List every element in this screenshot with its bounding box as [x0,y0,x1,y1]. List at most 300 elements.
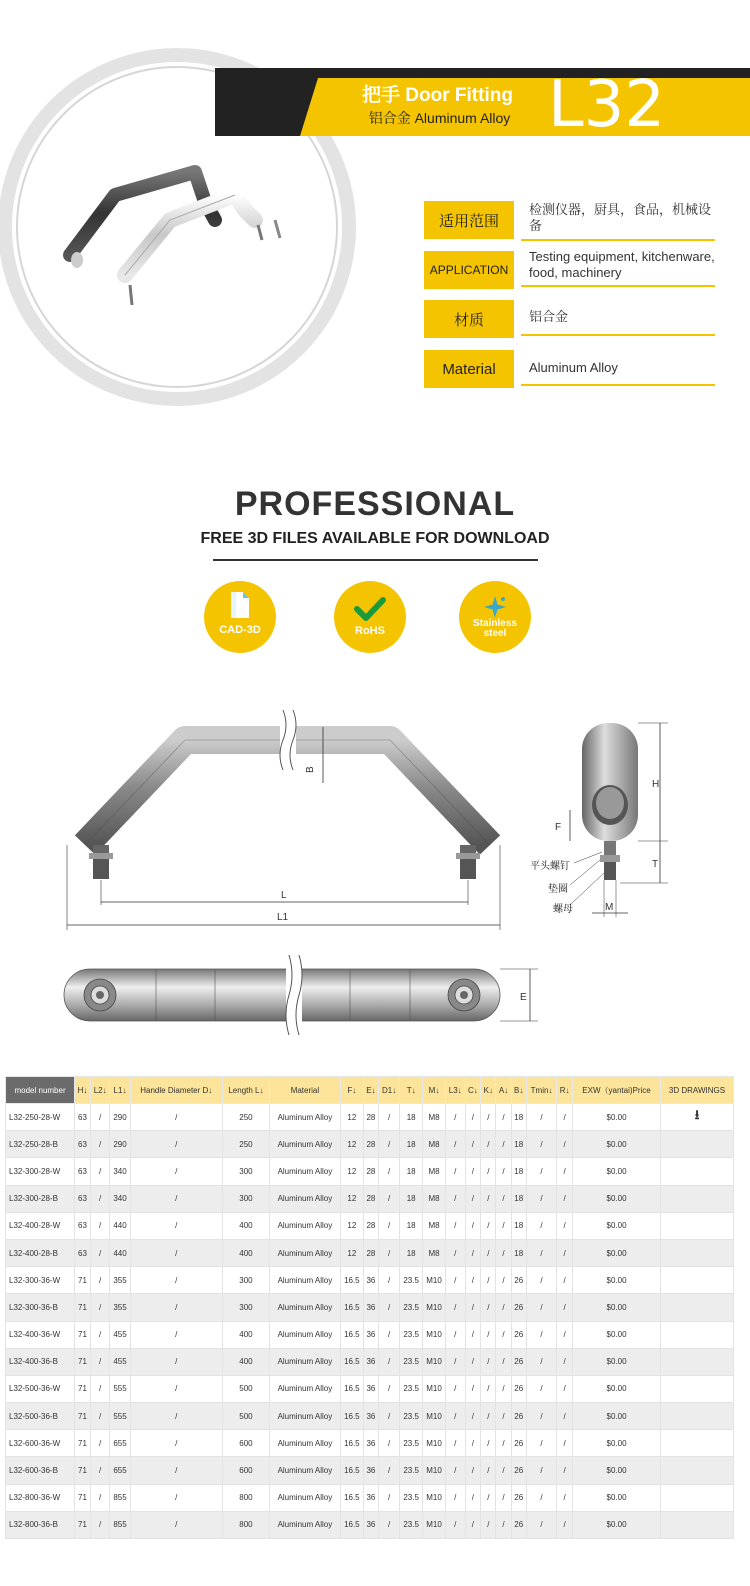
spec-underline [521,334,715,336]
table-cell: $0.00 [573,1321,661,1348]
table-cell: / [557,1104,573,1131]
table-cell: 16.5 [340,1511,363,1538]
drawings-cell [661,1267,734,1294]
table-cell: 71 [75,1267,91,1294]
table-cell: / [496,1484,511,1511]
dimension-t: T [652,859,659,870]
table-cell: / [465,1158,481,1185]
column-header[interactable]: L3↓ [445,1077,465,1104]
table-cell: M10 [423,1430,446,1457]
table-cell: 26 [511,1484,526,1511]
table-cell: / [557,1212,573,1239]
table-cell: / [90,1267,110,1294]
table-cell: 290 [110,1104,130,1131]
table-cell: 250 [222,1131,269,1158]
label-washer: 垫圈 [548,884,568,895]
model-number-cell: L32-500-36-W [6,1375,75,1402]
table-cell: / [496,1131,511,1158]
table-cell: 12 [340,1158,363,1185]
table-cell: / [526,1239,557,1266]
column-header[interactable]: 3D DRAWINGS [661,1077,734,1104]
table-row [6,1348,734,1375]
model-number-cell: L32-600-36-W [6,1430,75,1457]
table-cell: 440 [110,1212,130,1239]
table-cell: 23.5 [400,1267,423,1294]
product-title: 把手 Door Fitting [362,85,513,106]
table-cell: / [496,1403,511,1430]
table-cell: / [496,1267,511,1294]
table-cell: / [526,1457,557,1484]
table-cell: / [465,1294,481,1321]
spec-underline [521,285,715,287]
table-cell: 36 [363,1348,378,1375]
table-cell: $0.00 [573,1375,661,1402]
table-cell: 555 [110,1375,130,1402]
table-cell: / [378,1348,399,1375]
table-cell: / [90,1375,110,1402]
table-cell: $0.00 [573,1403,661,1430]
table-cell: 71 [75,1348,91,1375]
table-cell: 16.5 [340,1294,363,1321]
table-cell: / [378,1267,399,1294]
table-cell: / [378,1375,399,1402]
column-header[interactable]: A↓ [496,1077,511,1104]
table-cell: 12 [340,1131,363,1158]
dimension-b: B [305,766,316,773]
table-cell: 290 [110,1131,130,1158]
table-cell: / [465,1457,481,1484]
table-cell: / [90,1212,110,1239]
table-row [6,1403,734,1430]
table-cell: / [378,1511,399,1538]
table-cell: / [378,1430,399,1457]
table-cell: / [526,1185,557,1212]
table-cell: 36 [363,1403,378,1430]
drawings-cell [661,1457,734,1484]
table-cell: / [378,1457,399,1484]
table-cell: 18 [400,1185,423,1212]
table-cell: 655 [110,1457,130,1484]
spec-label: 适用范围 [424,201,514,239]
table-cell: 300 [222,1158,269,1185]
table-cell: / [481,1267,496,1294]
column-header[interactable]: Tmin↓ [526,1077,557,1104]
table-cell: Aluminum Alloy [269,1158,340,1185]
drawings-cell [661,1430,734,1457]
table-cell: / [378,1131,399,1158]
table-cell: Aluminum Alloy [269,1185,340,1212]
model-number-cell: L32-400-36-W [6,1321,75,1348]
table-cell: / [465,1375,481,1402]
table-cell: Aluminum Alloy [269,1267,340,1294]
table-cell: / [496,1511,511,1538]
model-number-cell: L32-400-28-B [6,1239,75,1266]
table-cell: / [130,1375,222,1402]
table-cell: / [445,1321,465,1348]
table-cell: 455 [110,1348,130,1375]
table-cell: 555 [110,1403,130,1430]
table-cell: / [557,1131,573,1158]
table-cell: M10 [423,1511,446,1538]
table-cell: / [465,1511,481,1538]
table-cell: 71 [75,1484,91,1511]
table-cell: 18 [511,1212,526,1239]
table-cell: / [557,1375,573,1402]
table-cell: / [526,1267,557,1294]
table-cell: / [481,1294,496,1321]
column-header[interactable]: L2↓ [90,1077,110,1104]
table-cell: Aluminum Alloy [269,1348,340,1375]
column-header[interactable]: R↓ [557,1077,573,1104]
table-row [6,1375,734,1402]
table-cell: M10 [423,1294,446,1321]
table-cell: / [445,1403,465,1430]
column-header[interactable]: K↓ [481,1077,496,1104]
table-cell: / [445,1430,465,1457]
model-number-cell: L32-250-28-W [6,1104,75,1131]
badge-rohs [334,581,406,653]
table-cell: 400 [222,1321,269,1348]
table-cell: / [465,1321,481,1348]
model-code: L32 [548,68,666,142]
column-header[interactable]: Material [269,1077,340,1104]
table-cell: 36 [363,1321,378,1348]
table-cell: / [496,1158,511,1185]
table-cell: M10 [423,1484,446,1511]
table-row [6,1267,734,1294]
table-cell: $0.00 [573,1484,661,1511]
table-cell: / [526,1321,557,1348]
table-cell: / [378,1104,399,1131]
table-cell: 16.5 [340,1484,363,1511]
table-cell: / [496,1104,511,1131]
table-cell: 26 [511,1294,526,1321]
table-cell: / [481,1375,496,1402]
model-number-cell: L32-800-36-B [6,1511,75,1538]
table-cell: 23.5 [400,1375,423,1402]
table-cell: / [481,1158,496,1185]
table-cell: 63 [75,1104,91,1131]
table-cell: / [481,1104,496,1131]
table-cell: / [481,1212,496,1239]
dimension-m: M [605,902,614,913]
table-cell: / [465,1212,481,1239]
column-header[interactable]: Handle Diameter D↓ [130,1077,222,1104]
table-cell: / [90,1511,110,1538]
table-cell: 23.5 [400,1348,423,1375]
table-cell: / [465,1239,481,1266]
table-cell: 71 [75,1375,91,1402]
drawings-cell [661,1239,734,1266]
table-cell: 355 [110,1294,130,1321]
column-header[interactable]: B↓ [511,1077,526,1104]
table-cell: 18 [511,1185,526,1212]
table-cell: / [130,1185,222,1212]
spec-value: 检测仪器，厨具，食品，机械设备 [529,202,712,233]
table-cell: / [130,1239,222,1266]
table-cell: / [557,1511,573,1538]
column-header[interactable]: T↓ [400,1077,423,1104]
table-cell: / [496,1294,511,1321]
table-cell: / [90,1484,110,1511]
table-cell: 16.5 [340,1348,363,1375]
table-cell: / [378,1212,399,1239]
table-cell: M8 [423,1131,446,1158]
drawings-cell [661,1212,734,1239]
table-cell: / [445,1131,465,1158]
table-cell: M8 [423,1212,446,1239]
table-cell: / [378,1185,399,1212]
table-cell: 500 [222,1403,269,1430]
table-cell: / [445,1185,465,1212]
table-cell: / [445,1511,465,1538]
table-row [6,1511,734,1538]
model-number-cell: L32-400-28-W [6,1212,75,1239]
table-cell: 23.5 [400,1294,423,1321]
table-cell: / [90,1430,110,1457]
table-row [6,1484,734,1511]
table-cell: / [481,1430,496,1457]
drawings-cell [661,1321,734,1348]
model-number-cell: L32-300-36-B [6,1294,75,1321]
table-cell: / [496,1457,511,1484]
professional-heading: PROFESSIONAL [234,485,516,523]
table-cell: / [90,1321,110,1348]
table-cell: / [130,1267,222,1294]
table-cell: / [526,1430,557,1457]
table-cell: 36 [363,1484,378,1511]
table-cell: / [130,1403,222,1430]
table-cell: M8 [423,1185,446,1212]
table-cell: / [557,1158,573,1185]
column-header[interactable]: H↓ [75,1077,91,1104]
column-header[interactable]: M↓ [423,1077,446,1104]
spec-underline [521,239,715,241]
column-header[interactable]: L1↓ [110,1077,130,1104]
column-header[interactable]: E↓ [363,1077,378,1104]
label-flat-screw: 平头螺钉 [530,861,570,872]
table-cell: 12 [340,1212,363,1239]
table-cell: / [130,1511,222,1538]
divider [213,559,538,561]
table-cell: $0.00 [573,1131,661,1158]
table-cell: 36 [363,1511,378,1538]
table-cell: 18 [400,1131,423,1158]
spec-value: 铝合金 [529,309,569,324]
table-cell: / [496,1212,511,1239]
column-header[interactable]: EXW（yantai)Price [573,1077,661,1104]
drawings-cell [661,1484,734,1511]
table-cell: Aluminum Alloy [269,1321,340,1348]
table-cell: M10 [423,1457,446,1484]
column-header[interactable]: Length L↓ [222,1077,269,1104]
table-cell: 16.5 [340,1430,363,1457]
table-cell: Aluminum Alloy [269,1457,340,1484]
spec-label: 材质 [424,300,514,338]
table-row [6,1321,734,1348]
badge-cad-3d [204,581,276,653]
table-cell: / [90,1294,110,1321]
sparkle-icon [483,593,507,621]
table-cell: / [481,1484,496,1511]
table-cell: 71 [75,1457,91,1484]
table-cell: $0.00 [573,1348,661,1375]
table-cell: $0.00 [573,1267,661,1294]
table-row [6,1131,734,1158]
dimension-l: L [281,890,287,901]
table-cell: / [130,1348,222,1375]
table-cell: $0.00 [573,1511,661,1538]
table-cell: M8 [423,1104,446,1131]
table-cell: 36 [363,1375,378,1402]
model-number-cell: L32-250-28-B [6,1131,75,1158]
table-cell: 300 [222,1267,269,1294]
table-cell: / [130,1158,222,1185]
table-cell: / [378,1158,399,1185]
table-cell: / [90,1403,110,1430]
table-cell: / [557,1185,573,1212]
table-cell: / [445,1484,465,1511]
table-body [6,1104,734,1539]
table-cell: / [481,1185,496,1212]
table-cell: / [378,1294,399,1321]
table-cell: / [90,1104,110,1131]
table-cell: / [378,1403,399,1430]
table-cell: Aluminum Alloy [269,1403,340,1430]
table-cell: 16.5 [340,1403,363,1430]
table-cell: $0.00 [573,1212,661,1239]
table-cell: 18 [400,1212,423,1239]
table-cell: M8 [423,1239,446,1266]
table-cell: / [496,1239,511,1266]
table-cell: / [378,1321,399,1348]
table-cell: M10 [423,1321,446,1348]
table-cell: M10 [423,1348,446,1375]
model-number-cell: L32-500-36-B [6,1403,75,1430]
table-cell: / [526,1212,557,1239]
table-cell: M10 [423,1375,446,1402]
table-row [6,1185,734,1212]
table-cell: / [496,1348,511,1375]
drawings-cell [661,1131,734,1158]
table-cell: / [445,1457,465,1484]
table-cell: / [445,1375,465,1402]
table-cell: / [557,1348,573,1375]
table-cell: / [130,1484,222,1511]
table-cell: 26 [511,1348,526,1375]
column-header[interactable]: D1↓ [378,1077,399,1104]
technical-drawing-front [55,705,515,935]
table-cell: 71 [75,1403,91,1430]
drawings-cell [661,1294,734,1321]
table-cell: 440 [110,1239,130,1266]
table-cell: / [526,1348,557,1375]
table-cell: 355 [110,1267,130,1294]
table-cell: 63 [75,1131,91,1158]
table-cell: 340 [110,1158,130,1185]
table-cell: / [557,1403,573,1430]
table-cell: 400 [222,1239,269,1266]
table-cell: $0.00 [573,1158,661,1185]
table-cell: 16.5 [340,1457,363,1484]
table-cell: / [557,1239,573,1266]
table-row [6,1294,734,1321]
product-subtitle: 铝合金 Aluminum Alloy [353,107,526,129]
table-cell: Aluminum Alloy [269,1484,340,1511]
table-cell: 18 [511,1104,526,1131]
table-cell: / [90,1457,110,1484]
table-cell: 71 [75,1430,91,1457]
table-cell: $0.00 [573,1104,661,1131]
column-header[interactable]: model number [6,1077,75,1104]
table-cell: / [557,1484,573,1511]
table-cell: 400 [222,1212,269,1239]
table-cell: / [526,1158,557,1185]
model-number-cell: L32-400-36-B [6,1348,75,1375]
table-cell: $0.00 [573,1430,661,1457]
table-cell: / [445,1267,465,1294]
table-cell: / [557,1267,573,1294]
table-cell: 18 [511,1158,526,1185]
table-cell: 28 [363,1158,378,1185]
table-cell: / [557,1294,573,1321]
table-row [6,1104,734,1131]
table-row [6,1158,734,1185]
table-cell: 23.5 [400,1321,423,1348]
table-cell: 26 [511,1267,526,1294]
table-cell: 855 [110,1484,130,1511]
table-cell: 23.5 [400,1511,423,1538]
table-cell: / [526,1294,557,1321]
table-row [6,1457,734,1484]
table-cell: / [496,1321,511,1348]
dimension-h: H [652,779,660,790]
table-header-row [6,1077,734,1104]
drawings-cell [661,1104,734,1131]
table-cell: 18 [400,1239,423,1266]
table-cell: $0.00 [573,1185,661,1212]
table-cell: $0.00 [573,1239,661,1266]
table-cell: / [526,1131,557,1158]
drawings-cell [661,1375,734,1402]
table-cell: / [445,1294,465,1321]
table-cell: 26 [511,1321,526,1348]
table-cell: Aluminum Alloy [269,1212,340,1239]
table-cell: 12 [340,1104,363,1131]
table-cell: M10 [423,1403,446,1430]
table-cell: 23.5 [400,1484,423,1511]
column-header[interactable]: C↓ [465,1077,481,1104]
table-cell: / [526,1511,557,1538]
table-cell: 26 [511,1511,526,1538]
table-cell: / [557,1430,573,1457]
table-cell: 250 [222,1104,269,1131]
label-nut: 螺母 [553,904,573,915]
download-icon[interactable]: ⭳ [694,1107,700,1123]
table-cell: / [465,1104,481,1131]
spec-underline [521,384,715,386]
table-cell: $0.00 [573,1294,661,1321]
table-cell: 300 [222,1185,269,1212]
table-cell: / [130,1104,222,1131]
table-cell: / [130,1457,222,1484]
column-header[interactable]: F↓ [340,1077,363,1104]
table-cell: / [445,1239,465,1266]
table-cell: Aluminum Alloy [269,1430,340,1457]
table-cell: / [465,1267,481,1294]
table-cell: / [90,1348,110,1375]
table-cell: / [481,1239,496,1266]
